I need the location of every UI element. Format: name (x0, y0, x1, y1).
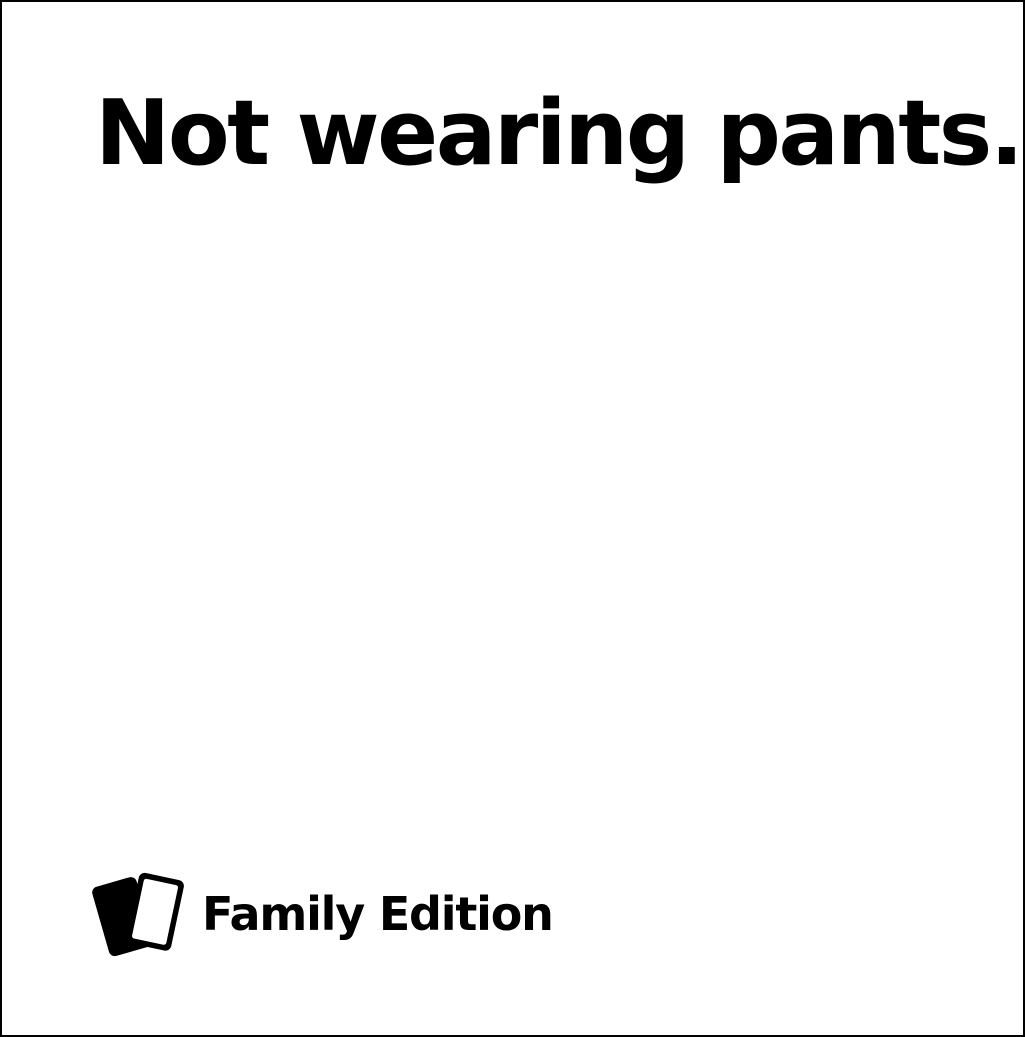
edition-label: Family Edition (202, 887, 553, 941)
card-text: Not wearing pants. (95, 81, 1022, 186)
card-footer (92, 868, 553, 964)
stacked-cards-icon (92, 868, 188, 964)
